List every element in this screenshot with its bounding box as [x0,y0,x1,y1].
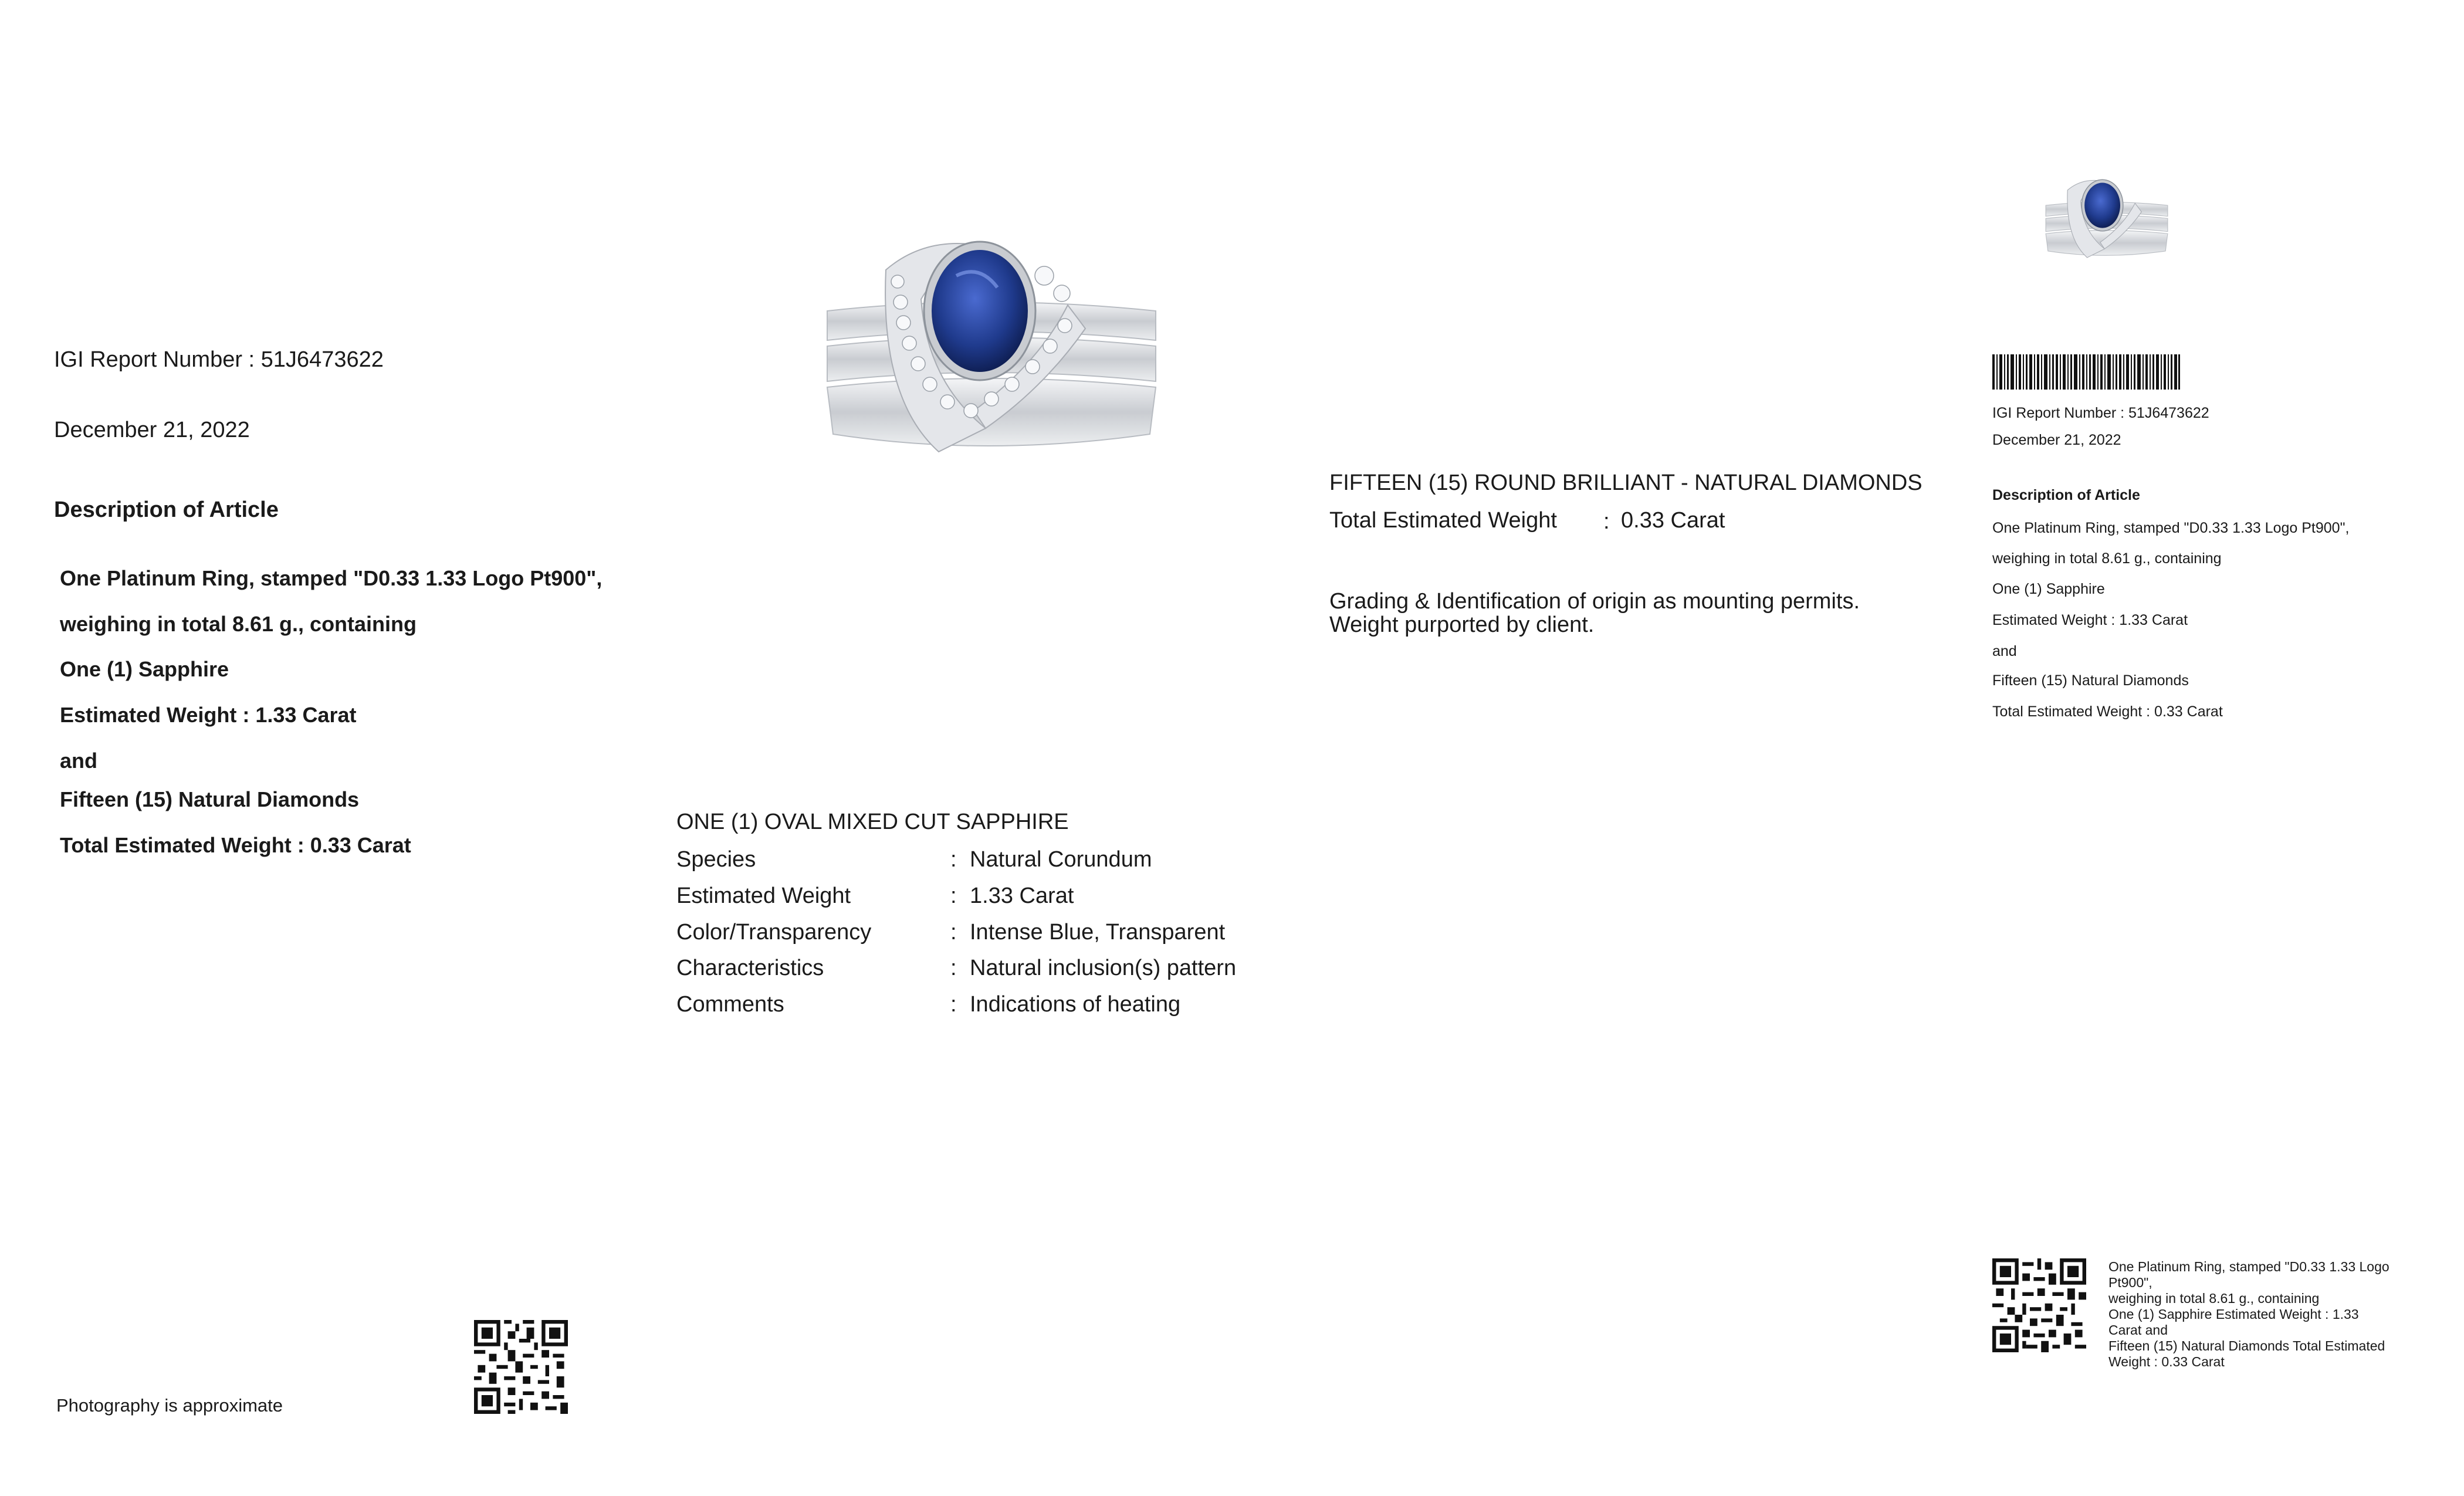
stub-description-line: One (1) Sapphire [1992,581,2105,597]
row-label: Characteristics [676,956,824,980]
diamonds-weight-value: 0.33 Carat [1621,508,1725,533]
diamonds-heading: FIFTEEN (15) ROUND BRILLIANT - NATURAL DIAMONDS [1329,471,1923,495]
row-separator: : [950,992,957,1017]
qr-description-line: Fifteen (15) Natural Diamonds Total Estimated [2108,1338,2385,1353]
row-value: 1.33 Carat [970,884,1074,908]
stub-description-line: weighing in total 8.61 g., containing [1992,550,2222,567]
description-line: One Platinum Ring, stamped "D0.33 1.33 Logo Pt900", [60,566,603,590]
row-label: Species [676,847,756,872]
sapphire-heading: ONE (1) OVAL MIXED CUT SAPPHIRE [676,810,1069,834]
weight-note: Weight purported by client. [1329,612,1595,637]
qr-description-line: One (1) Sapphire Estimated Weight : 1.33 [2108,1307,2359,1322]
qr-description-line: weighing in total 8.61 g., containing [2108,1291,2320,1306]
qr-description-line: Pt900", [2108,1275,2152,1290]
stub-qr-code-icon [1992,1258,2086,1352]
sapphire-row-species [676,847,1322,880]
row-label: Comments [676,992,784,1017]
stub-description-line: and [1992,643,2017,659]
grading-note: Grading & Identification of origin as mounting permits. [1329,589,1860,614]
row-separator: : [950,884,957,908]
diamonds-weight-label: Total Estimated Weight [1329,508,1557,533]
row-separator: : [950,847,957,872]
row-value: Intense Blue, Transparent [970,920,1226,945]
row-value: Natural inclusion(s) pattern [970,956,1237,980]
row-value: Indications of heating [970,992,1181,1017]
diamonds-weight-separator: : [1603,509,1610,534]
stub-description-line: One Platinum Ring, stamped "D0.33 1.33 Logo Pt900", [1992,520,2350,536]
qr-description-line: Carat and [2108,1322,2168,1338]
description-line: and [60,749,98,773]
qr-description-line: One Platinum Ring, stamped "D0.33 1.33 Logo [2108,1259,2389,1274]
row-value: Natural Corundum [970,847,1152,872]
row-separator: : [950,956,957,980]
ring-photo-icon [810,235,1173,469]
stub-report-date: December 21, 2022 [1992,432,2121,448]
stub-description-heading: Description of Article [1992,487,2140,503]
photography-note: Photography is approximate [56,1395,283,1416]
qr-code-icon [474,1320,568,1414]
ring-thumbnail-icon [2039,174,2174,268]
report-date: December 21, 2022 [54,418,250,442]
sapphire-row-weight [676,884,1322,916]
barcode-icon [1992,354,2180,390]
sapphire-row-color [676,920,1322,953]
description-line: One (1) Sapphire [60,657,229,681]
stub-description-line: Fifteen (15) Natural Diamonds [1992,672,2189,689]
report-number: IGI Report Number : 51J6473622 [54,347,384,372]
sapphire-row-comments [676,992,1322,1025]
sapphire-row-characteristics [676,956,1322,989]
description-heading: Description of Article [54,497,279,522]
description-line: weighing in total 8.61 g., containing [60,612,417,636]
stub-report-number: IGI Report Number : 51J6473622 [1992,405,2209,421]
stub-description-line: Total Estimated Weight : 0.33 Carat [1992,703,2223,720]
description-line: Fifteen (15) Natural Diamonds [60,787,360,811]
row-label: Estimated Weight [676,884,851,908]
stub-description-line: Estimated Weight : 1.33 Carat [1992,612,2188,628]
description-line: Total Estimated Weight : 0.33 Carat [60,833,411,857]
row-label: Color/Transparency [676,920,872,945]
row-separator: : [950,920,957,945]
description-line: Estimated Weight : 1.33 Carat [60,703,357,727]
qr-description-line: Weight : 0.33 Carat [2108,1354,2225,1369]
